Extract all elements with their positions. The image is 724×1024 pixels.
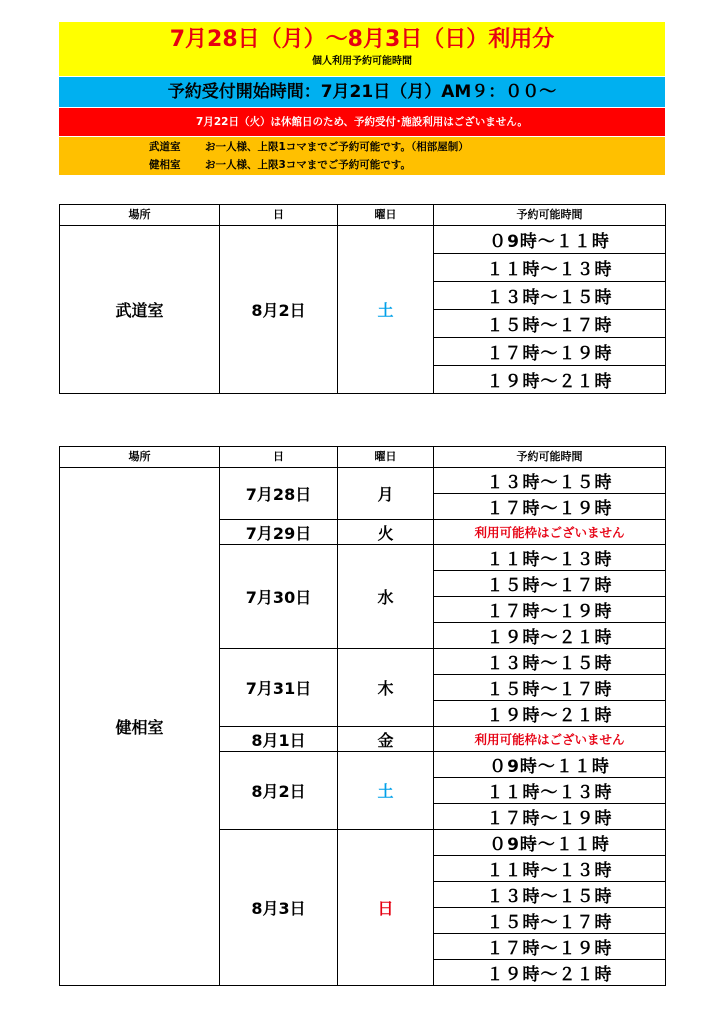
limit-line-kenso	[149, 157, 411, 173]
limit-room: 健相室	[149, 159, 181, 171]
time-slot: １３時～１５時	[434, 649, 666, 675]
weekday-cell: 水	[338, 545, 434, 649]
title-banner	[59, 22, 665, 76]
table-row	[60, 226, 666, 254]
column-header-weekday: 曜日	[338, 447, 434, 468]
limit-line-budo	[149, 139, 469, 155]
date-cell: 7月31日	[220, 649, 338, 727]
time-slot: １７時～１９時	[434, 494, 666, 520]
time-slot: １５時～１７時	[434, 310, 666, 338]
date-cell: 8月2日	[220, 752, 338, 830]
time-slot: １９時～２１時	[434, 701, 666, 727]
reservation-limits	[59, 137, 665, 175]
table-header-row	[60, 205, 666, 226]
date-cell: 7月28日	[220, 468, 338, 520]
time-slot: １５時～１７時	[434, 908, 666, 934]
weekday-cell: 木	[338, 649, 434, 727]
weekday-cell: 金	[338, 727, 434, 752]
column-header-weekday: 曜日	[338, 205, 434, 226]
weekday-cell: 日	[338, 830, 434, 986]
date-cell: 8月1日	[220, 727, 338, 752]
time-slot: １７時～１９時	[434, 597, 666, 623]
column-header-slots: 予約可能時間	[434, 205, 666, 226]
date-cell: 8月3日	[220, 830, 338, 986]
weekday-cell: 火	[338, 520, 434, 545]
column-header-day: 日	[220, 447, 338, 468]
room-name: 武道室	[60, 226, 220, 394]
limit-room: 武道室	[149, 141, 181, 153]
schedule-table-budo	[59, 204, 666, 394]
column-header-day: 日	[220, 205, 338, 226]
time-slot: １３時～１５時	[434, 468, 666, 494]
time-slot: １１時～１３時	[434, 856, 666, 882]
time-slot: １９時～２１時	[434, 960, 666, 986]
time-slot: １１時～１３時	[434, 778, 666, 804]
weekday-cell: 土	[338, 752, 434, 830]
time-slot: １１時～１３時	[434, 254, 666, 282]
room-name: 健相室	[60, 468, 220, 986]
time-slot: １１時～１３時	[434, 545, 666, 571]
table-row	[60, 468, 666, 494]
table-body	[60, 468, 666, 986]
time-slot: １５時～１７時	[434, 571, 666, 597]
time-slot: ０9時～１１時	[434, 830, 666, 856]
time-slot: １７時～１９時	[434, 338, 666, 366]
table-header-row	[60, 447, 666, 468]
date-cell: 7月29日	[220, 520, 338, 545]
time-slot: ０9時～１１時	[434, 226, 666, 254]
time-slot: １５時～１７時	[434, 675, 666, 701]
no-availability-text: 利用可能枠はございません	[434, 727, 666, 752]
time-slot: １３時～１５時	[434, 882, 666, 908]
column-header-place: 場所	[60, 205, 220, 226]
time-slot: ０9時～１１時	[434, 752, 666, 778]
date-cell: 7月30日	[220, 545, 338, 649]
column-header-slots: 予約可能時間	[434, 447, 666, 468]
time-slot: １７時～１９時	[434, 804, 666, 830]
time-slot: １９時～２１時	[434, 623, 666, 649]
date-cell: 8月2日	[220, 226, 338, 394]
table-body	[60, 226, 666, 394]
page-title: 7月28日（月）～8月3日（日）利用分	[169, 27, 555, 52]
time-slot: １９時～２１時	[434, 366, 666, 394]
weekday-cell: 土	[338, 226, 434, 394]
reservation-start-banner: 予約受付開始時間：7月21日（月）AM９：００～	[59, 77, 665, 107]
weekday-cell: 月	[338, 468, 434, 520]
column-header-place: 場所	[60, 447, 220, 468]
page-subtitle: 個人利用予約可能時間	[312, 56, 412, 67]
time-slot: １３時～１５時	[434, 282, 666, 310]
time-slot: １７時～１９時	[434, 934, 666, 960]
limit-text: お一人様、上限1コマまでご予約可能です。（相部屋制）	[205, 141, 469, 153]
limit-text: お一人様、上限3コマまでご予約可能です。	[205, 159, 411, 171]
schedule-table-kenso	[59, 446, 666, 986]
closed-day-notice: 7月22日（火）は休館日のため、予約受付･施設利用はございません。	[59, 108, 665, 136]
no-availability-text: 利用可能枠はございません	[434, 520, 666, 545]
